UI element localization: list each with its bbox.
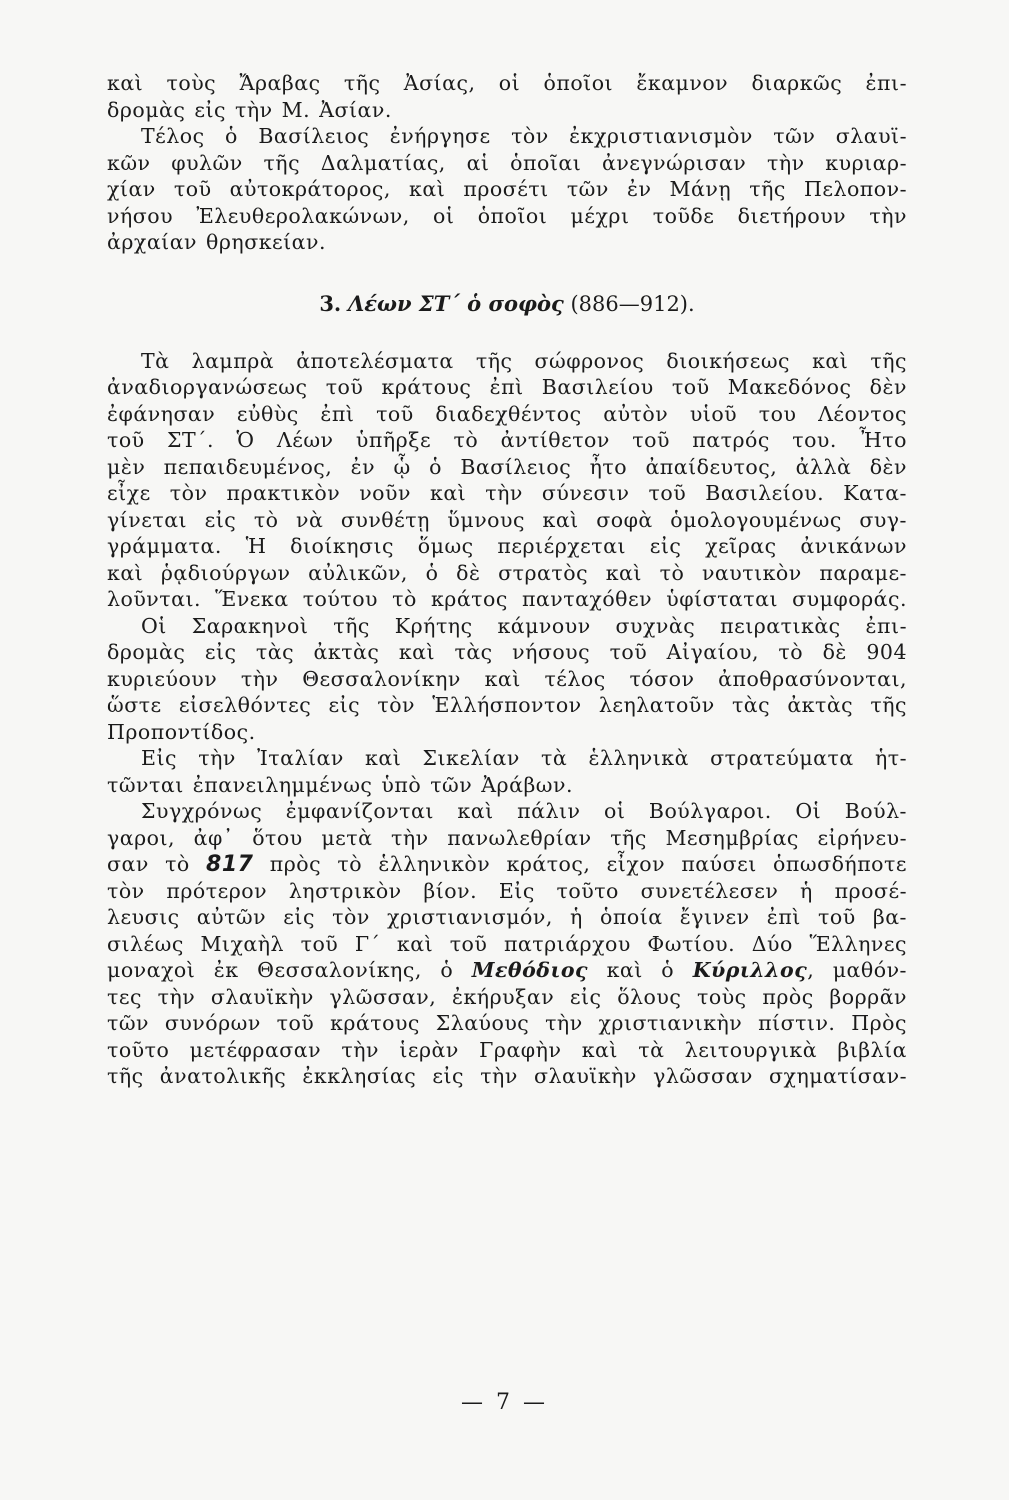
section-number: 3. <box>319 290 342 316</box>
text-line: τοῦτο μετέφρασαν τὴν ἱερὰν Γραφὴν καὶ τὰ λειτουργικὰ βιβλία <box>107 1037 907 1062</box>
text-line: Εἰς τὴν Ἰταλίαν καὶ Σικελίαν τὰ ἑλληνικὰ στρατεύματα ἡτ- <box>141 746 907 770</box>
text-line: χίαν τοῦ αὐτοκράτορος, καὶ προσέτι τῶν ἐν Μάνῃ τῆς Πελοπον- <box>107 177 907 201</box>
text-line: τες τὴν σλαυϊκὴν γλῶσσαν, ἐκήρυξαν εἰς ὅλους τοὺς πρὸς βορρᾶν <box>107 984 907 1009</box>
text-line: τοῦ ΣΤ΄. Ὁ Λέων ὑπῆρξε τὸ ἀντίθετον τοῦ πατρός του. Ἦτο <box>107 428 907 452</box>
text-line <box>107 957 907 984</box>
section-heading <box>107 290 907 318</box>
text-line: Οἱ Σαρακηνοὶ τῆς Κρήτης κάμνουν συχνὰς πειρατικὰς ἐπι- <box>141 613 907 638</box>
text-line: ἀρχαίαν θρησκείαν. <box>107 230 326 254</box>
text-line: ὥστε εἰσελθόντες εἰς τὸν Ἑλλήσποντον λεηλατοῦν τὰς ἀκτὰς τῆς <box>107 693 907 717</box>
text-line <box>107 851 907 878</box>
text-line: δρομὰς εἰς τὰς ἀκτὰς καὶ τὰς νήσους τοῦ Αἰγαίου, τὸ δὲ 904 <box>107 640 907 664</box>
text-line: καὶ τοὺς Ἄραβας τῆς Ἀσίας, οἱ ὁποῖοι ἔκαμνον διαρκῶς ἐπι- <box>107 71 907 95</box>
text-segment: , μαθόν- <box>807 958 907 982</box>
text-segment: καὶ ὁ <box>606 958 675 982</box>
text-segment: πρὸς τὸ ἑλληνικὸν κράτος, εἶχον παύσει ὁπωσδήποτε <box>269 852 907 876</box>
text-line: τῶνται ἐπανειλημμένως ὑπὸ τῶν Ἀράβων. <box>107 772 573 797</box>
name-kyrillos: Κύριλλος <box>692 958 808 982</box>
text-line: τῶν συνόρων τοῦ κράτους Σλαύους τὴν χριστιανικὴν πίστιν. Πρὸς <box>107 1011 907 1035</box>
text-line: κυριεύουν τὴν Θεσσαλονίκην καὶ τέλος τόσον ἀποθρασύνονται, <box>107 666 907 691</box>
text-line: ἐφάνησαν εὐθὺς ἐπὶ τοῦ διαδεχθέντος αὐτὸν υἱοῦ του Λέοντος <box>107 401 907 426</box>
section-title: Λέων ΣΤ΄ ὁ σοφὸς <box>347 290 564 316</box>
text-line: τῆς ἀνατολικῆς ἐκκλησίας εἰς τὴν σλαυϊκὴν γλῶσσαν σχηματίσαν- <box>107 1064 907 1088</box>
text-line: γίνεται εἰς τὸ νὰ συνθέτῃ ὕμνους καὶ σοφὰ ὁμολογουμένως συγ- <box>107 507 907 532</box>
text-line: λευσις αὐτῶν εἰς τὸν χριστιανισμόν, ἡ ὁποία ἔγινεν ἐπὶ τοῦ βα- <box>107 905 907 929</box>
text-line: Προποντίδος. <box>107 719 256 744</box>
text-line: μὲν πεπαιδευμένος, ἐν ᾧ ὁ Βασίλειος ἦτο ἀπαίδευτος, ἀλλὰ δὲν <box>107 454 907 479</box>
text-line: γράμματα. Ἡ διοίκησις ὅμως περιέρχεται εἰς χεῖρας ἀνικάνων <box>107 534 907 558</box>
text-line: Τέλος ὁ Βασίλειος ἐνήργησε τὸν ἐκχριστιανισμὸν τῶν σλαυϊ- <box>141 124 907 148</box>
text-line: καὶ ῥᾳδιούργων αὐλικῶν, ὁ δὲ στρατὸς καὶ τὸ ναυτικὸν παραμε- <box>107 560 907 585</box>
text-line: τὸν πρότερον ληστρικὸν βίον. Εἰς τοῦτο συνετέλεσεν ἡ προσέ- <box>107 878 907 903</box>
text-line: σιλέως Μιχαὴλ τοῦ Γ΄ καὶ τοῦ πατριάρχου Φωτίου. Δύο Ἕλληνες <box>107 931 907 956</box>
text-segment: μοναχοὶ ἐκ Θεσσαλονίκης, ὁ <box>107 958 454 982</box>
text-segment: σαν τὸ <box>107 852 190 876</box>
year-817: 817 <box>206 852 254 877</box>
text-line: κῶν φυλῶν τῆς Δαλματίας, αἱ ὁποῖαι ἀνεγνώρισαν τὴν κυριαρ- <box>107 150 907 175</box>
text-line: Τὰ λαμπρὰ ἀποτελέσματα τῆς σώφρονος διοικήσεως καὶ τῆς <box>141 348 907 373</box>
text-line: λοῦνται. Ἕνεκα τούτου τὸ κράτος πανταχόθεν ὑφίσταται συμφοράς. <box>107 587 907 611</box>
text-line: δρομὰς εἰς τὴν Μ. Ἀσίαν. <box>107 97 392 122</box>
page-number: — 7 — <box>461 1390 548 1415</box>
text-line: εἶχε τὸν πρακτικὸν νοῦν καὶ τὴν σύνεσιν τοῦ Βασιλείου. Κατα- <box>107 481 907 505</box>
section-dates: (886—912). <box>570 291 695 316</box>
body-text <box>107 70 907 1090</box>
text-line: γαροι, ἀφ᾽ ὅτου μετὰ τὴν πανωλεθρίαν τῆς Μεσημβρίας εἰρήνευ- <box>107 825 907 850</box>
name-methodios: Μεθόδιος <box>471 958 589 982</box>
text-line: ἀναδιοργανώσεως τοῦ κράτους ἐπὶ Βασιλείου τοῦ Μακεδόνος δὲν <box>107 375 907 399</box>
text-line: Συγχρόνως ἐμφανίζονται καὶ πάλιν οἱ Βούλγαροι. Οἱ Βούλ- <box>141 799 907 823</box>
text-line: νήσου Ἐλευθερολακώνων, οἱ ὁποῖοι μέχρι τοῦδε διετήρουν τὴν <box>107 203 907 228</box>
